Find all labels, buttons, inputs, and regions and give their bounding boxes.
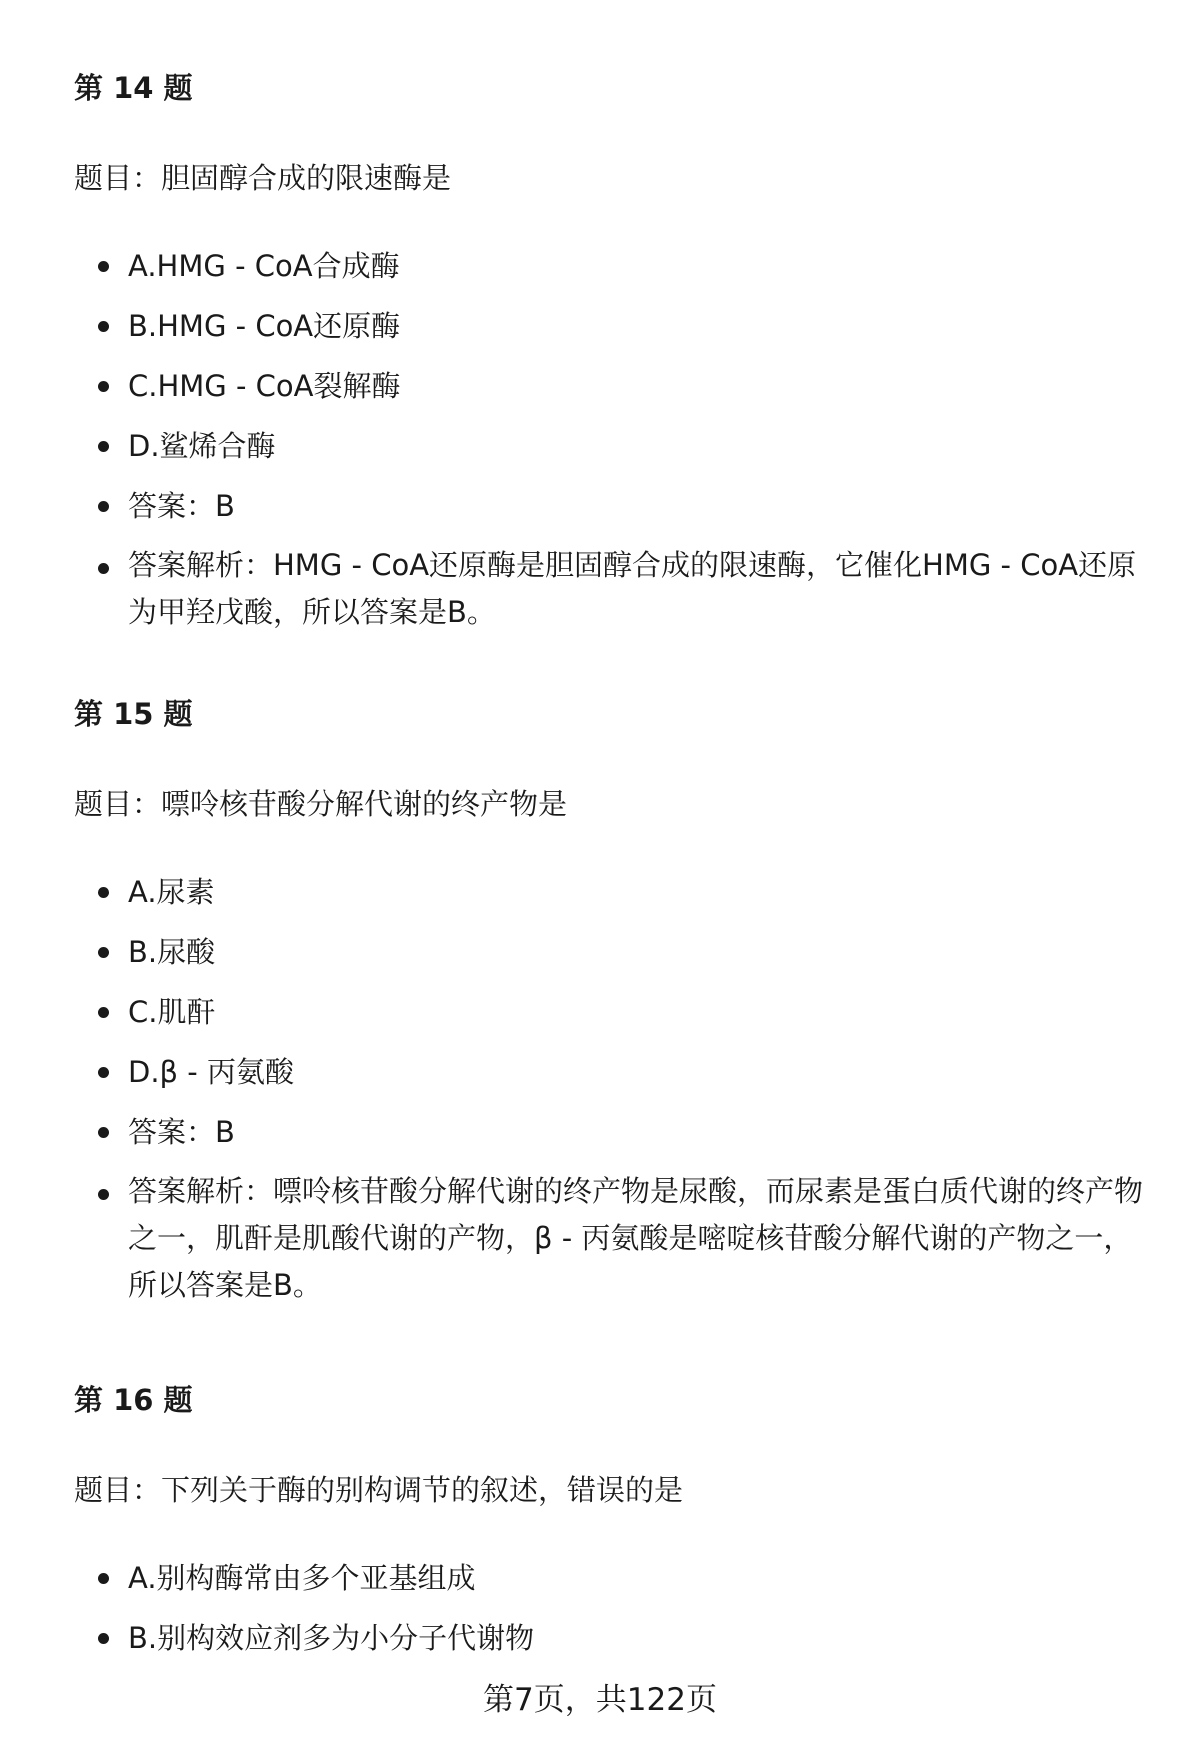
option-a bbox=[74, 236, 1154, 296]
bullet-icon bbox=[98, 563, 109, 574]
option-a bbox=[74, 862, 1154, 922]
answer-explanation bbox=[74, 536, 1154, 636]
option-list bbox=[74, 236, 1154, 636]
option-d bbox=[74, 416, 1154, 476]
bullet-icon bbox=[98, 441, 109, 452]
question-stem: 题目：下列关于酶的别构调节的叙述，错误的是 bbox=[74, 1473, 684, 1507]
answer-explanation bbox=[74, 1162, 1154, 1309]
option-list bbox=[74, 862, 1154, 1309]
question-stem: 题目：胆固醇合成的限速酶是 bbox=[74, 161, 452, 195]
answer-text: 答案：B bbox=[128, 489, 235, 523]
option-text: D.鲨烯合酶 bbox=[128, 429, 276, 463]
bullet-icon bbox=[98, 1067, 109, 1078]
bullet-icon bbox=[98, 1189, 109, 1200]
bullet-icon bbox=[98, 501, 109, 512]
answer bbox=[74, 1102, 1154, 1162]
bullet-icon bbox=[98, 261, 109, 272]
option-text: A.HMG - CoA合成酶 bbox=[128, 249, 400, 283]
option-d bbox=[74, 1042, 1154, 1102]
option-list bbox=[74, 1548, 1154, 1668]
bullet-icon bbox=[98, 1127, 109, 1138]
answer-text: 答案：B bbox=[128, 1115, 235, 1149]
answer bbox=[74, 476, 1154, 536]
option-text: A.尿素 bbox=[128, 875, 215, 909]
bullet-icon bbox=[98, 1573, 109, 1584]
option-text: C.HMG - CoA裂解酶 bbox=[128, 369, 401, 403]
option-text: B.尿酸 bbox=[128, 935, 216, 969]
option-a bbox=[74, 1548, 1154, 1608]
question-heading: 第 14 题 bbox=[74, 71, 193, 105]
option-text: A.别构酶常由多个亚基组成 bbox=[128, 1561, 476, 1595]
bullet-icon bbox=[98, 1007, 109, 1018]
question-heading: 第 15 题 bbox=[74, 697, 193, 731]
option-text: D.β - 丙氨酸 bbox=[128, 1055, 294, 1089]
explanation-text: 答案解析：嘌呤核苷酸分解代谢的终产物是尿酸，而尿素是蛋白质代谢的终产物之一，肌酐是肌酸代谢的产物，β - 丙氨酸是嘧啶核苷酸分解代谢的产物之一，所以答案是B。 bbox=[128, 1174, 1144, 1302]
page-number: 第7页，共122页 bbox=[483, 1682, 717, 1718]
option-text: C.肌酐 bbox=[128, 995, 216, 1029]
bullet-icon bbox=[98, 321, 109, 332]
explanation-text: 答案解析：HMG - CoA还原酶是胆固醇合成的限速酶，它催化HMG - CoA还原为甲羟戊酸，所以答案是B。 bbox=[128, 548, 1137, 629]
option-c bbox=[74, 356, 1154, 416]
option-b bbox=[74, 922, 1154, 982]
question-heading: 第 16 题 bbox=[74, 1383, 193, 1417]
option-text: B.别构效应剂多为小分子代谢物 bbox=[128, 1621, 535, 1655]
bullet-icon bbox=[98, 947, 109, 958]
bullet-icon bbox=[98, 1633, 109, 1644]
option-b bbox=[74, 296, 1154, 356]
question-stem: 题目：嘌呤核苷酸分解代谢的终产物是 bbox=[74, 787, 568, 821]
option-text: B.HMG - CoA还原酶 bbox=[128, 309, 401, 343]
option-b bbox=[74, 1608, 1154, 1668]
option-c bbox=[74, 982, 1154, 1042]
bullet-icon bbox=[98, 887, 109, 898]
bullet-icon bbox=[98, 381, 109, 392]
